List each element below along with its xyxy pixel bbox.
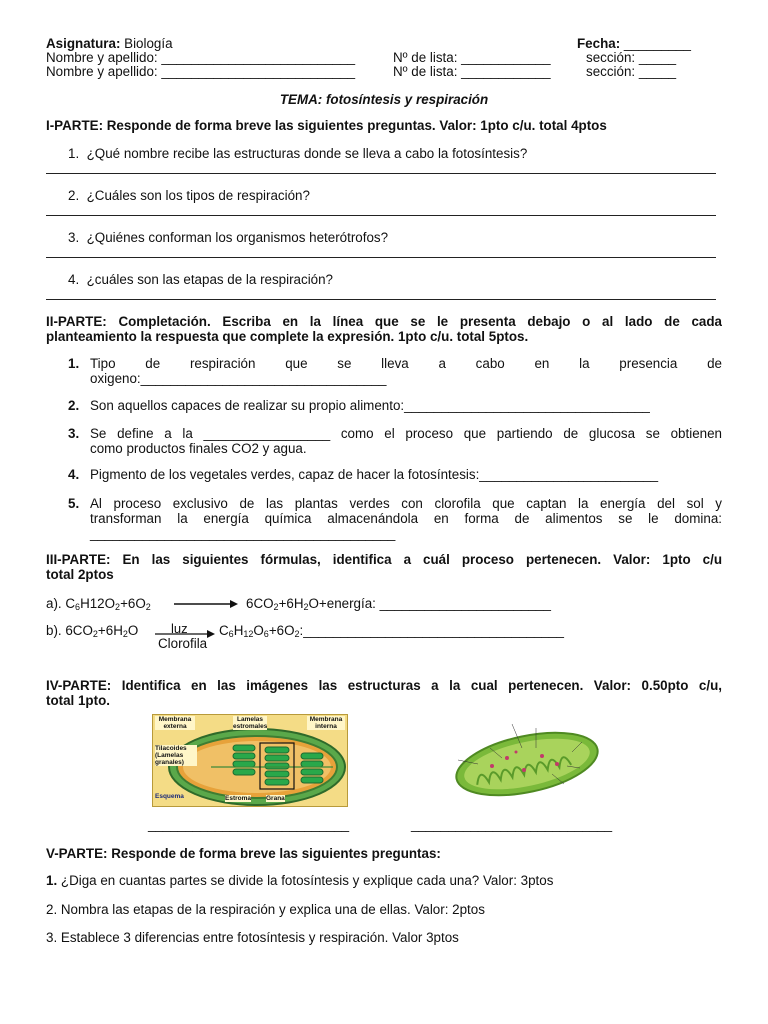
question-4 (68, 272, 333, 287)
question-number: 3. (68, 230, 80, 245)
formula-a-label: a). (46, 596, 62, 611)
item-3-line2: como productos finales CO2 y agua. (90, 441, 307, 456)
formula-b-over-label: luz (171, 621, 188, 636)
question-text: ¿cuáles son las etapas de la respiración? (86, 272, 334, 287)
name-line-2 (46, 64, 355, 79)
question-number: 2. (68, 188, 80, 203)
formula-b-label: b). (46, 623, 62, 638)
item-number: 3. (68, 426, 80, 441)
subject-label: Asignatura: (46, 36, 121, 51)
part5-heading: V-PARTE: Responde de forma breve las siguientes preguntas: (46, 846, 441, 861)
label-estroma: Estroma (225, 795, 252, 802)
answer-line-3[interactable] (46, 257, 716, 258)
part3-heading-line1: III-PARTE: En las siguientes fórmulas, identifica a cuál proceso pertenecen. Valor: 1pto c/u (46, 552, 722, 567)
chloroplast-diagram (152, 714, 348, 807)
question-number: 1. (68, 146, 80, 161)
section-label: sección: (586, 64, 636, 79)
label-grana: Grana (266, 795, 285, 802)
part5-question-3: 3. Establece 3 diferencias entre fotosíntesis y respiración. Valor 3ptos (46, 930, 459, 945)
part3-heading-line2: total 2ptos (46, 567, 114, 582)
mitochondrion-diagram (432, 712, 622, 802)
item-1-line1: Tipo de respiración que se lleva a cabo en la presencia de (90, 356, 722, 371)
section-line-1 (586, 50, 676, 65)
item-number: 4. (68, 467, 80, 482)
question-3 (68, 230, 388, 245)
part1-heading: I-PARTE: Responde de forma breve las siguientes preguntas. Valor: 1pto c/u. total 4ptos (46, 118, 607, 133)
blank-left[interactable]: ___________________________ (148, 817, 350, 832)
question-2 (68, 188, 310, 203)
question-text: ¿Quiénes conforman los organismos heterótrofos? (86, 230, 389, 245)
item-number: 5. (68, 496, 80, 511)
date-blank[interactable]: _________ (623, 36, 691, 51)
section-blank[interactable]: _____ (638, 64, 677, 79)
list-line-2 (393, 64, 551, 79)
part2-heading-line1: II-PARTE: Completación. Escriba en la línea que se le presenta debajo o al lado de cada (46, 314, 722, 329)
question-number: 4. (68, 272, 80, 287)
name-label: Nombre y apellido: (46, 50, 158, 65)
name-label: Nombre y apellido: (46, 64, 158, 79)
name-blank[interactable]: __________________________ (161, 50, 356, 65)
part5-question-2: 2. Nombra las etapas de la respiración y explica una de ellas. Valor: 2ptos (46, 902, 485, 917)
name-line-1 (46, 50, 355, 65)
list-blank[interactable]: ____________ (461, 64, 551, 79)
part4-heading-line2: total 1pto. (46, 693, 110, 708)
subject-line (46, 36, 173, 51)
subject-value: Biología (124, 36, 173, 51)
item-1-line2[interactable]: oxigeno:_________________________________ (90, 371, 387, 386)
item-5-line1: Al proceso exclusivo de las plantas verdes con clorofila que captan la energía del sol y (90, 496, 722, 511)
formula-b: b). $6CO_2+6H_2O$ (46, 623, 139, 639)
label-membrana-externa: Membrana externa (155, 716, 195, 730)
part5-question-1 (46, 873, 553, 888)
part2-heading-line2: planteamiento la respuesta que complete la expresión. 1pto c/u. total 5ptos. (46, 329, 529, 344)
question-text: ¿Diga en cuantas partes se divide la fotosíntesis y explique cada una? Valor: 3ptos (57, 873, 554, 888)
item-number: 1. (68, 356, 80, 371)
formula-a-blank[interactable]: _______________________ (379, 596, 551, 611)
label-esquema: Esquema (155, 793, 184, 800)
item-5-line3[interactable]: _________________________________________ (90, 526, 396, 541)
answer-line-4[interactable] (46, 299, 716, 300)
item-4-line1[interactable]: Pigmento de los vegetales verdes, capaz de hacer la fotosíntesis:________________________ (90, 467, 659, 482)
question-1 (68, 146, 527, 161)
label-lamelas: Lamelas estromales (233, 716, 268, 730)
item-2-line1[interactable]: Son aquellos capaces de realizar su propio alimento:_________________________________ (90, 398, 650, 413)
question-text: ¿Qué nombre recibe las estructuras donde se lleva a cabo la fotosíntesis? (86, 146, 528, 161)
item-3-line1: Se define a la _________________ como el proceso que partiendo de glucosa se obtienen (90, 426, 722, 441)
formula-b-products: $C_6H_{12}O_6+6O_2:\_\_\_\_\_\_\_\_\_\_\_\_\_\_\_\_\_\_\_\_\_\_\_\_\_\_\_\_\_\_\_\_\_\_\_$ (219, 623, 564, 639)
name-blank[interactable]: __________________________ (161, 64, 356, 79)
section-blank[interactable]: _____ (638, 50, 677, 65)
date-label: Fecha: (577, 36, 621, 51)
formula-a: a). $C_6H12O_2+6O_2$ (46, 596, 151, 612)
question-text: ¿Cuáles son los tipos de respiración? (86, 188, 310, 203)
date-line (577, 36, 691, 51)
blank-right[interactable]: ___________________________ (411, 817, 613, 832)
formula-b-blank[interactable]: ___________________________________ (303, 623, 564, 638)
answer-line-2[interactable] (46, 215, 716, 216)
formula-a-products: $6CO_2+6H_2O+energía$: _______________________ (246, 596, 551, 612)
list-label: Nº de lista: (393, 50, 458, 65)
label-tilacoides: Tilacoides (Lamelas granales) (155, 745, 197, 766)
arrow-icon (174, 597, 238, 611)
part4-heading-line1: IV-PARTE: Identifica en las imágenes las estructuras a la cual pertenecen. Valor: 0.50pto c/u, (46, 678, 722, 693)
label-membrana-interna: Membrana interna (307, 716, 345, 730)
item-number: 2. (68, 398, 80, 413)
section-line-2 (586, 64, 676, 79)
list-blank[interactable]: ____________ (461, 50, 551, 65)
formula-b-under-label: Clorofila (158, 636, 208, 651)
list-label: Nº de lista: (393, 64, 458, 79)
item-5-line2: transforman la energía química almacenándola en forma de alimentos se le domina: (90, 511, 722, 526)
answer-line-1[interactable] (46, 173, 716, 174)
question-number: 1. (46, 873, 58, 888)
topic-title: TEMA: fotosíntesis y respiración (279, 92, 489, 107)
section-label: sección: (586, 50, 636, 65)
list-line-1 (393, 50, 551, 65)
